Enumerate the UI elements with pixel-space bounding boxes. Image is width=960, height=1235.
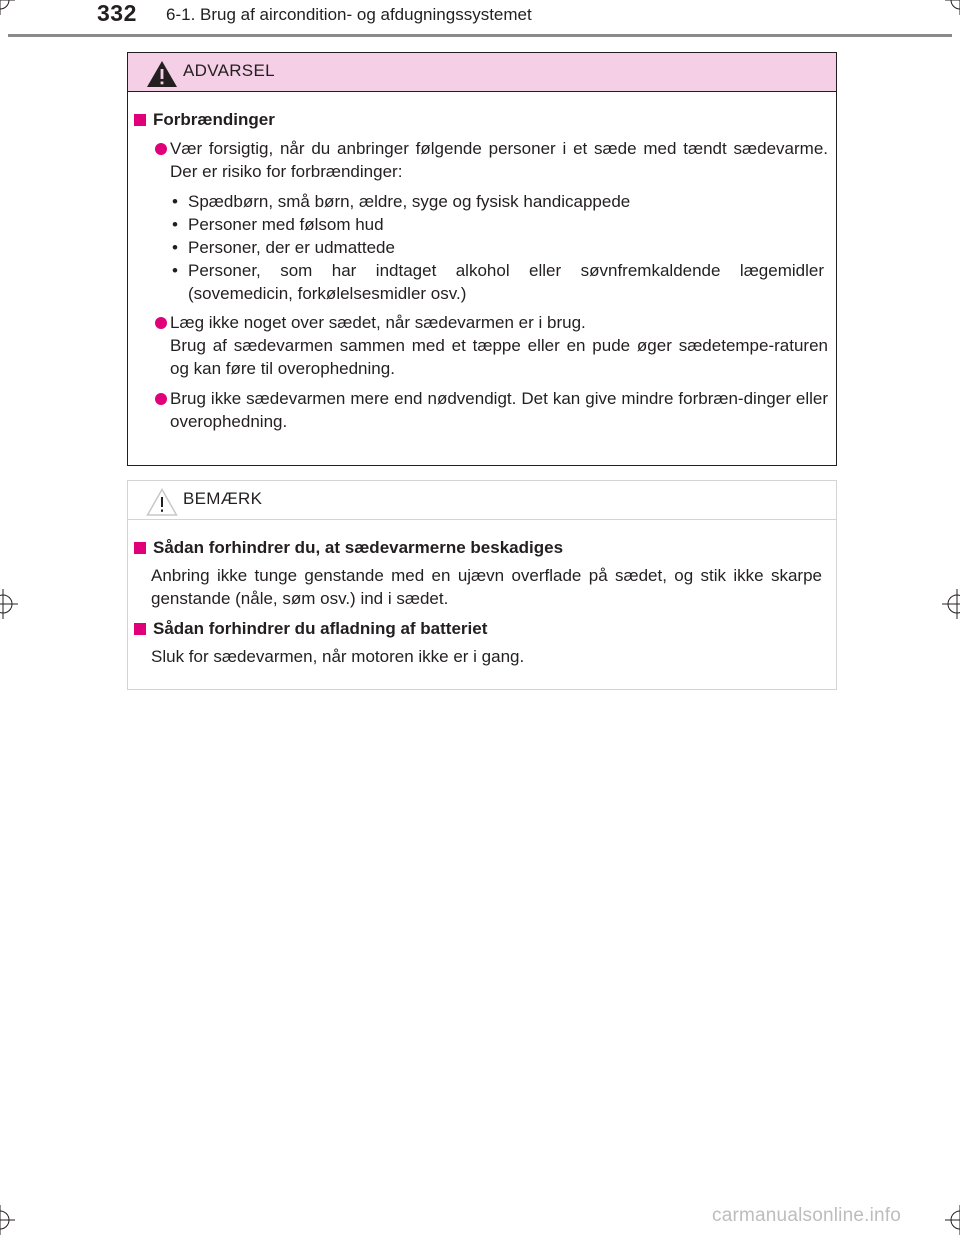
notice-label: BEMÆRK [183, 489, 263, 508]
notice-box [127, 480, 837, 690]
round-bullet-icon [155, 143, 167, 155]
round-bullet-icon [155, 317, 167, 329]
registration-mark-icon [0, 589, 18, 619]
notice-section-1-title: Sådan forhindrer du, at sædevarmerne beskadiges [153, 538, 564, 557]
registration-mark-icon [942, 589, 960, 619]
warning-triangle-icon [145, 59, 179, 89]
header-rule [8, 34, 952, 37]
notice-box-body [128, 537, 836, 668]
notice-section-2-heading [128, 618, 836, 640]
registration-mark-icon [945, 1205, 960, 1235]
warning-bullet-3 [128, 387, 836, 433]
notice-section-1-heading [128, 537, 836, 559]
warning-bullet-2-text: Læg ikke noget over sædet, når sædevarmen er i brug. [170, 313, 586, 332]
warning-bullet-3-text: Brug ikke sædevarmen mere end nødvendigt. Det kan give mindre forbræn-dinger eller overophedning. [170, 389, 828, 431]
warning-box-header [128, 53, 836, 92]
notice-section-2-text: Sluk for sædevarmen, når motoren ikke er i gang. [151, 647, 525, 666]
warning-box [127, 52, 837, 466]
footer-watermark: carmanualsonline.info [712, 1205, 902, 1226]
notice-section-2-title: Sådan forhindrer du afladning af batteriet [153, 619, 488, 638]
warning-bullet-1-text: Vær forsigtig, når du anbringer følgende personer i et sæde med tændt sædevarme. Der er risiko for forbrændinger: [170, 139, 828, 181]
square-bullet-icon [134, 542, 146, 554]
warning-label: ADVARSEL [183, 61, 275, 80]
list-item: • Personer, der er udmattede [172, 238, 395, 257]
warning-subitem-list [128, 190, 836, 305]
warning-box-body [128, 109, 836, 433]
notice-section-1-text: Anbring ikke tunge genstande med en ujævn overflade på sædet, og stik ikke skarpe genstande (nåle, søm osv.) ind i sædet. [151, 566, 822, 608]
page-header [0, 0, 960, 40]
square-bullet-icon [134, 623, 146, 635]
list-item: • Personer med følsom hud [172, 215, 384, 234]
list-item: • Spædbørn, små børn, ældre, syge og fysisk handicappede [172, 192, 631, 211]
round-bullet-icon [155, 393, 167, 405]
warning-section-heading [128, 109, 836, 131]
notice-triangle-icon [145, 487, 179, 517]
section-title: 6-1. Brug af aircondition- og afdugningssystemet [166, 5, 532, 24]
registration-mark-icon [0, 1205, 15, 1235]
warning-bullet-1 [128, 137, 836, 183]
notice-box-header [128, 481, 836, 520]
warning-bullet-2-detail: Brug af sædevarmen sammen med et tæppe eller en pude øger sædetempe-raturen og kan føre til overophedning. [170, 336, 828, 378]
warning-section-title: Forbrændinger [153, 110, 275, 129]
square-bullet-icon [134, 114, 146, 126]
page-number: 332 [97, 0, 137, 26]
list-item: • Personer, som har indtaget alkohol eller søvnfremkaldende lægemidler (sovemedicin, forkølelsesmidler osv.) [172, 261, 824, 303]
warning-bullet-2 [128, 311, 836, 334]
